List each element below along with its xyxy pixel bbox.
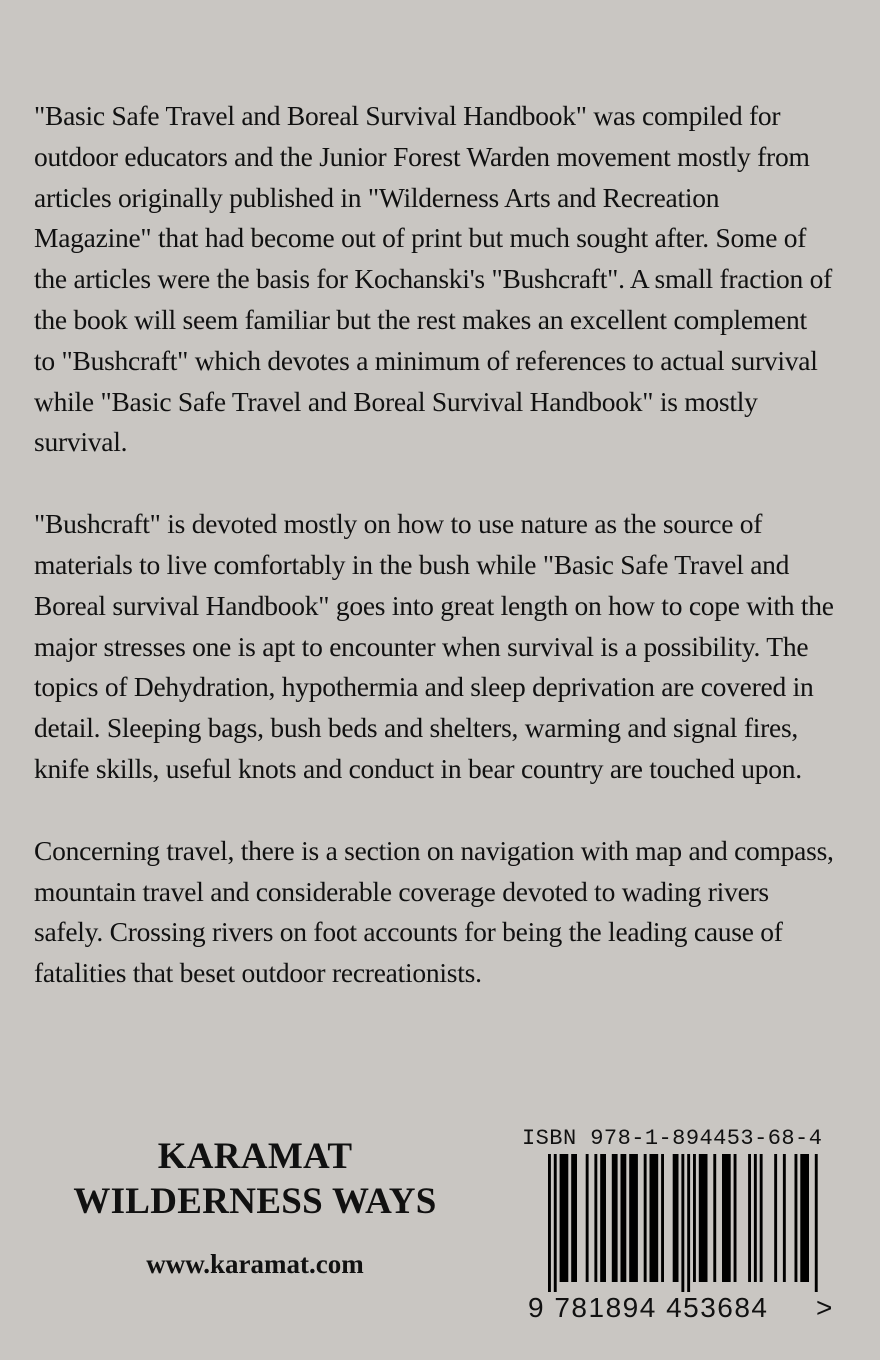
blurb-paragraph-3: Concerning travel, there is a section on navigation with map and compass, mountain travel and considerable coverage devoted to wading rivers safely. Crossing rivers on foot accounts for being the leading cause of fatalities that beset outdoor recreationists. xyxy=(34,834,834,989)
publisher-block xyxy=(40,1134,470,1280)
barcode-bar xyxy=(644,1154,647,1282)
barcode-bar xyxy=(774,1154,777,1282)
back-cover-blurb xyxy=(34,96,834,1035)
barcode-guard-bar xyxy=(815,1154,818,1292)
barcode-bar xyxy=(594,1154,597,1282)
barcode-bar xyxy=(800,1154,809,1282)
barcode-bar xyxy=(722,1154,731,1282)
barcode-bar xyxy=(621,1154,627,1282)
barcode-bar xyxy=(673,1154,679,1282)
barcode-bar xyxy=(661,1154,664,1282)
publisher-name-line-1: KARAMAT xyxy=(157,1136,353,1177)
barcode-guard-bar xyxy=(548,1154,551,1292)
barcode-bar xyxy=(734,1154,737,1282)
isbn-label: ISBN 978-1-894453-68-4 xyxy=(522,1126,823,1151)
blurb-paragraph-2: "Bushcraft" is devoted mostly on how to use nature as the source of materials to live comfortably in the bush while "Basic Safe Travel and Boreal survival Handbook" goes into great length on how to cope with the major stresses one is apt to encounter when survival is a possibility. The topics of Dehydration, hypothermia and sleep deprivation are covered in detail. Sleeping bags, bush beds and shelters, warming and signal fires, knife skills, useful knots and conduct in bear country are touched upon. xyxy=(34,508,834,784)
barcode-guard-bar xyxy=(554,1154,557,1292)
barcode-bar xyxy=(571,1154,577,1282)
barcode-guard-bar xyxy=(687,1154,690,1292)
barcode-bar xyxy=(600,1154,606,1282)
isbn-barcode xyxy=(520,1124,840,1328)
barcode-bar xyxy=(629,1154,638,1282)
barcode-bar xyxy=(795,1154,798,1282)
barcode-bar xyxy=(783,1154,786,1282)
publisher-name-line-2: WILDERNESS WAYS xyxy=(73,1181,437,1222)
publisher-url: www.karamat.com xyxy=(146,1249,364,1279)
barcode-bar xyxy=(650,1154,659,1282)
barcode-bar xyxy=(699,1154,708,1282)
blurb-paragraph-1: "Basic Safe Travel and Boreal Survival Handbook" was compiled for outdoor educators and the Junior Forest Warden movement mostly from articles originally published in "Wilderness Arts and Recreation Magazine" that had become out of print but much sought after. Some of the articles were the basis for Kochanski's "Bushcraft". A small fraction of the book will seem familiar but the rest makes an excellent complement to "Bushcraft" which devotes a minimum of references to actual survival while "Basic Safe Travel and Boreal Survival Handbook" is mostly survival. xyxy=(34,100,833,458)
barcode-bar xyxy=(760,1154,763,1282)
barcode-arrow: > xyxy=(816,1292,833,1323)
barcode-bar xyxy=(748,1154,751,1282)
barcode-bar xyxy=(713,1154,716,1282)
barcode-guard-bar xyxy=(681,1154,684,1292)
barcode-bar xyxy=(586,1154,589,1282)
barcode-bar xyxy=(754,1154,757,1282)
barcode-bars xyxy=(520,1154,820,1292)
barcode-bar xyxy=(560,1154,569,1282)
barcode-digits: 9 781894 453684 xyxy=(528,1292,769,1323)
barcode-bar xyxy=(612,1154,618,1282)
barcode-bar xyxy=(693,1154,696,1282)
